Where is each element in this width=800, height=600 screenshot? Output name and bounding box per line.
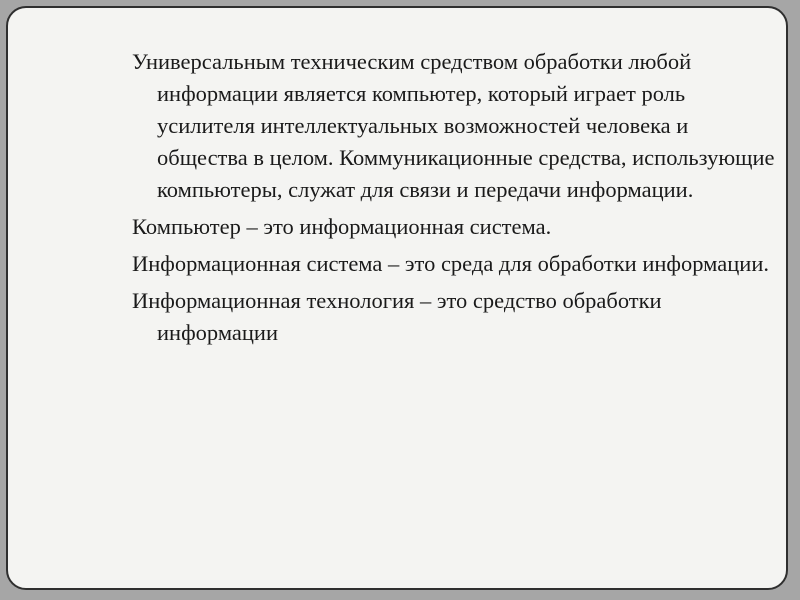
- paragraph-computer-universal-tool: Универсальным техническим средством обработки любой информации является компьютер, который играет роль усилителя интеллектуальных возможностей человека и общества в целом. Коммуникационные средства, использующие компьютеры, служат для связи и передачи информации.: [132, 49, 775, 202]
- paragraph-information-technology-definition: Информационная технология – это средство обработки информации: [132, 288, 662, 345]
- paragraph-computer-definition: Компьютер – это информационная система.: [132, 214, 552, 239]
- paragraph-information-system-definition: Информационная система – это среда для обработки информации.: [132, 251, 769, 276]
- slide-content: [132, 46, 782, 354]
